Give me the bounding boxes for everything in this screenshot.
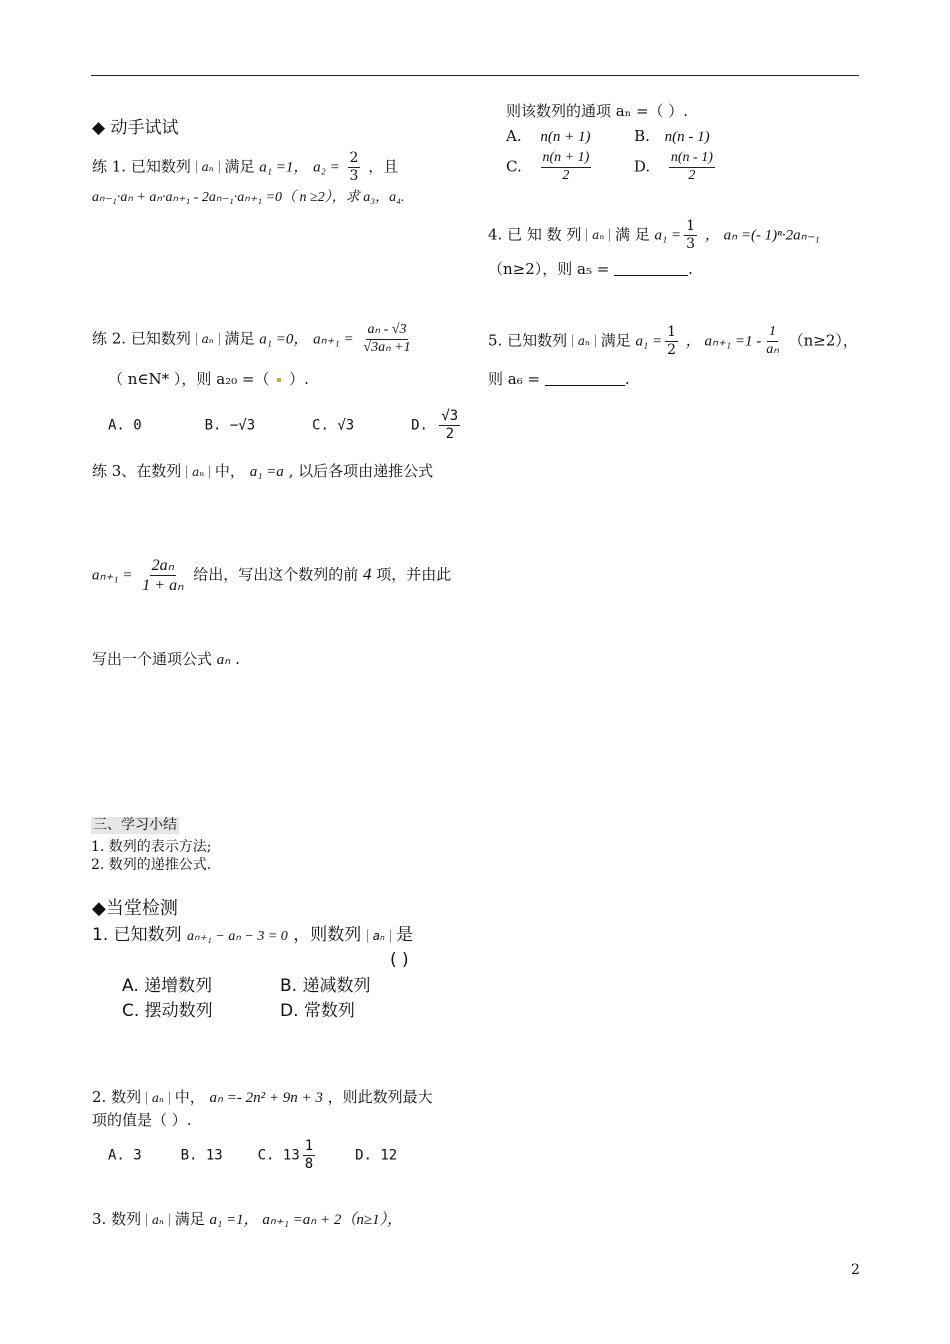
sequence-brace: aₙ (146, 1213, 170, 1227)
page-number: 2 (851, 1262, 860, 1278)
check-q1-option-c: C. 摆动数列 (122, 1001, 213, 1021)
option-c: C. (506, 157, 522, 176)
sequence-brace: aₙ (572, 334, 596, 348)
exercise-3-line2: aₙ₊₁ = $\frac{\text{2aₙ}}{\text{1 + aₙ}}$ 给出，写出这个数列的前 4 项，并由此 (92, 557, 452, 595)
fraction-one-third: $\frac{1}{3}$ (686, 218, 696, 252)
check-q1-line1: 1. 已知数列 aₙ₊₁ − aₙ − 3 = 0 ，则数列 aₙ 是 (92, 925, 414, 945)
exercise-3-line3: 写出一个通项公式 aₙ . (92, 650, 240, 668)
option-c-fraction: $\frac{1}{8}$ (304, 1138, 314, 1172)
option-a: A. 3 (108, 1147, 142, 1164)
right-q4-line1: 4. 已 知 数 列 aₙ 满 足 a₁ = $\frac{1}{3}$ ， aₙ =(- 1)ⁿ·2aₙ₋₁ (488, 218, 820, 252)
sequence-brace: aₙ (586, 228, 610, 242)
check-q2-line1: 2. 数列 aₙ 中， aₙ =- 2n² + 9n + 3 ，则此数列最大 (92, 1088, 433, 1106)
header-rule (91, 75, 859, 76)
exercise-1-line1: 练 1. 已知数列 aₙ 满足 a₁ =1， a₂ = $\frac{2}{3}$ ，且 (92, 150, 399, 184)
recurrence-fraction: $\frac{\text{2aₙ}}{\text{1 + aₙ}}$ (142, 557, 184, 595)
sequence-brace: aₙ (186, 465, 210, 479)
right-continuation: 则该数列的通项 aₙ =（ ）. (506, 102, 689, 120)
check-q1-option-d: D. 常数列 (280, 1001, 355, 1021)
answer-blank[interactable] (614, 261, 688, 276)
section-title-check: ◆当堂检测 (92, 898, 178, 919)
summary-item-2: 2. 数列的递推公式. (91, 857, 212, 873)
diamond-icon: ◆ (92, 118, 106, 138)
option-a: A. (506, 127, 522, 145)
option-d-fraction: $\frac{n(n - 1)}{2}$ (670, 150, 713, 183)
check-q1-option-b: B. 递减数列 (280, 976, 371, 996)
exercise-2-options (108, 408, 463, 443)
exercise-3-line1: 练 3、在数列 aₙ 中， a₁ =a , 以后各项由递推公式 (92, 462, 434, 480)
recurrence-fraction: $\frac{\text{aₙ - √3}}{\text{√3aₙ +1}}$ (363, 322, 411, 355)
right-options-ab: A. n(n + 1) B. n(n - 1) (506, 127, 710, 145)
check-q1-paren: ( ) (390, 950, 409, 970)
option-c: C. √3 (312, 417, 355, 434)
option-c: C. 13 (257, 1147, 300, 1164)
exercise-2-line2: （ n∈N* ），则 a₂₀ =（ ）. (108, 370, 309, 388)
marker-dot (277, 378, 281, 382)
right-q5-line2: 则 a₆ = . (488, 370, 630, 388)
exercise-2-line1: 练 2. 已知数列 aₙ 满足 a₁ =0， aₙ₊₁ = $\frac{\text{aₙ - √3}}{\text{√3aₙ +1}}$ (92, 322, 411, 355)
fraction-one-over-an: $\frac{1}{\text{aₙ}}$ (766, 324, 779, 357)
check-q1-option-a: A. 递增数列 (122, 976, 213, 996)
option-d: D. (411, 417, 428, 434)
option-b: B. 13 (180, 1147, 223, 1164)
fraction-two-thirds: $\frac{2}{3}$ (349, 150, 359, 184)
sequence-brace: aₙ (367, 929, 391, 943)
right-q5-line1: 5. 已知数列 aₙ 满足 a₁ = $\frac{1}{2}$ ， aₙ₊₁ =1 - $\frac{1}{\text{aₙ}}$ （n≥2）， (488, 324, 858, 358)
sequence-brace: aₙ (146, 1091, 170, 1105)
check-q2-line2: 项的值是（ ）. (92, 1111, 192, 1129)
right-options-cd (506, 150, 718, 185)
section-title-practice: ◆ 动手试试 (92, 118, 179, 138)
option-c-fraction: $\frac{n(n + 1)}{2}$ (542, 150, 590, 183)
check-q2-options (108, 1138, 397, 1173)
option-b: B. −√3 (204, 417, 256, 434)
exercise-1-line2: aₙ₋₁·aₙ + aₙ·aₙ₊₁ - 2aₙ₋₁·aₙ₊₁ =0（ n ≥2），求 a₃，a₄. (92, 190, 405, 205)
answer-blank[interactable] (545, 371, 625, 386)
fraction-one-half: $\frac{1}{2}$ (667, 324, 676, 358)
option-b: B. (634, 127, 650, 145)
sequence-brace: aₙ (196, 332, 220, 346)
summary-title: 三、学习小结 (93, 817, 177, 833)
check-q3-line1: 3. 数列 aₙ 满足 a₁ =1， aₙ₊₁ =aₙ + 2（n≥1）， (92, 1210, 403, 1228)
right-q4-line2: （n≥2），则 a₅ = . (488, 260, 693, 278)
summary-item-1: 1. 数列的表示方法; (91, 839, 212, 855)
sequence-brace: aₙ (196, 160, 220, 174)
diamond-icon: ◆ (92, 898, 106, 919)
option-a: A. 0 (108, 417, 142, 434)
option-d-fraction: $\frac{√3}{2}$ (441, 408, 459, 442)
option-d: D. 12 (355, 1147, 398, 1164)
option-d: D. (633, 157, 651, 176)
